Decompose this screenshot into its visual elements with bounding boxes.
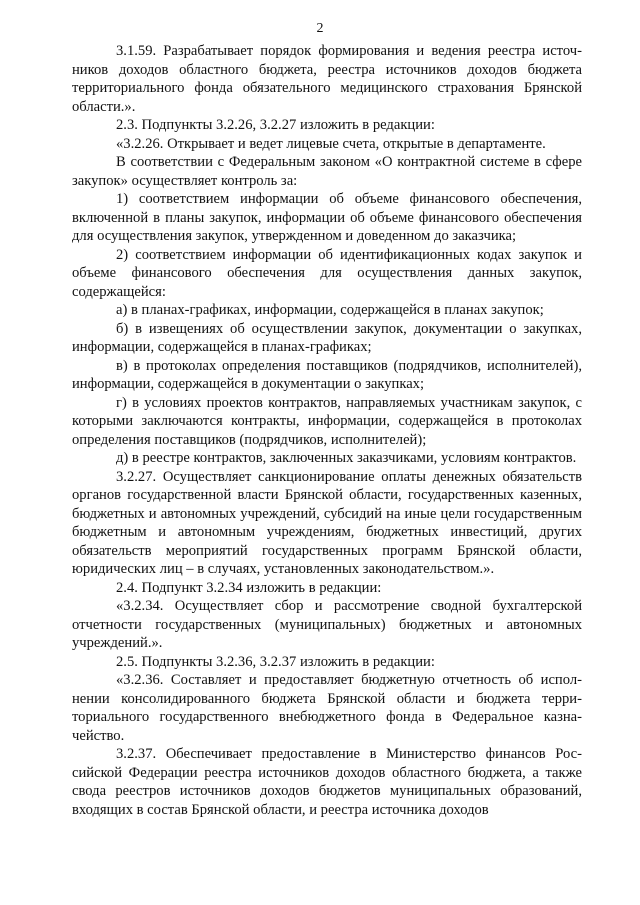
paragraph-item-g: г) в условиях проектов контрактов, направляемых участникам закупок, с которыми заключаются контракты, информации, содержащейся в протоколах определения поставщиков (подрядчиков, исполнителей); — [72, 394, 582, 448]
paragraph-item-1: 1) соответствием информации об объеме финансового обеспечения, включенной в планы закупок, информации об объеме финансового обеспечения для осуществления закупок, утвержденном и доведенном до заказчика; — [72, 191, 582, 244]
paragraph-item-b: б) в извещениях об осуществлении закупок, документации о закупках, информации, содержащейся в планах-графиках; — [72, 320, 582, 355]
paragraph-2-3: 2.3. Подпункты 3.2.26, 3.2.27 изложить в редакции: — [116, 117, 435, 133]
paragraph-3-2-37: 3.2.37. Обеспечивает предоставление в Министерство финансов Российской Федерации реестра источников доходов областного бюджета, а также свода реестров источников доходов бюджетов муниципальных образований, входящих в состав Брянской области, и реестра источника доходов — [72, 746, 582, 818]
paragraph-3-2-27: 3.2.27. Осуществляет санкционирование оплаты денежных обязательств органов государственной власти Брянской области, государственных казенных, бюджетных и автономных учреждений, субсидий на иные цели государственным бюджетным и автономным учреждениям, бюджетных инвестиций, других обязательств мероприятий государственных программ Брянской области, юридических лиц – в случаях, установленных законодательством.». — [72, 468, 582, 577]
paragraph-control-intro: В соответствии с Федеральным законом «О контрактной системе в сфере закупок» осуществляет контроль за: — [72, 154, 582, 189]
paragraph-3-2-26: «3.2.26. Открывает и ведет лицевые счета, открытые в департаменте. — [116, 135, 546, 152]
paragraph-item-a: а) в планах-графиках, информации, содержащейся в планах закупок; — [116, 302, 544, 318]
paragraph-2-5: 2.5. Подпункты 3.2.36, 3.2.37 изложить в редакции: — [116, 653, 435, 670]
paragraph-item-d: д) в реестре контрактов, заключенных заказчиками, условиям контрактов. — [116, 450, 577, 466]
paragraph-item-2: 2) соответствием информации об идентификационных кодах закупок и объеме финансового обеспечения для осуществления данных закупок, содержащейся: — [72, 246, 582, 300]
paragraph-2-4: 2.4. Подпункт 3.2.34 изложить в редакции: — [116, 579, 382, 596]
paragraph-3-1-59: 3.1.59. Разрабатывает порядок формирования и ведения реестра источников доходов областного бюджета, реестра источников доходов бюджета территориального фонда обязательного медицинского страхования Брянской области.». — [72, 43, 582, 115]
document-body — [72, 42, 582, 819]
paragraph-3-2-36: «3.2.36. Составляет и предоставляет бюджетную отчетность об исполнении консолидированного бюджета Брянской области и бюджета территориального государственного внебюджетного фонда в Федеральное казначейство. — [72, 672, 582, 744]
paragraph-item-v: в) в протоколах определения поставщиков (подрядчиков, исполнителей), информации, содержащейся в документации о закупках; — [72, 357, 582, 392]
paragraph-3-2-34: «3.2.34. Осуществляет сбор и рассмотрение сводной бухгалтерской отчетности государственных (муниципальных) бюджетных и автономных учреждений.». — [72, 598, 582, 651]
page-number: 2 — [316, 21, 324, 36]
